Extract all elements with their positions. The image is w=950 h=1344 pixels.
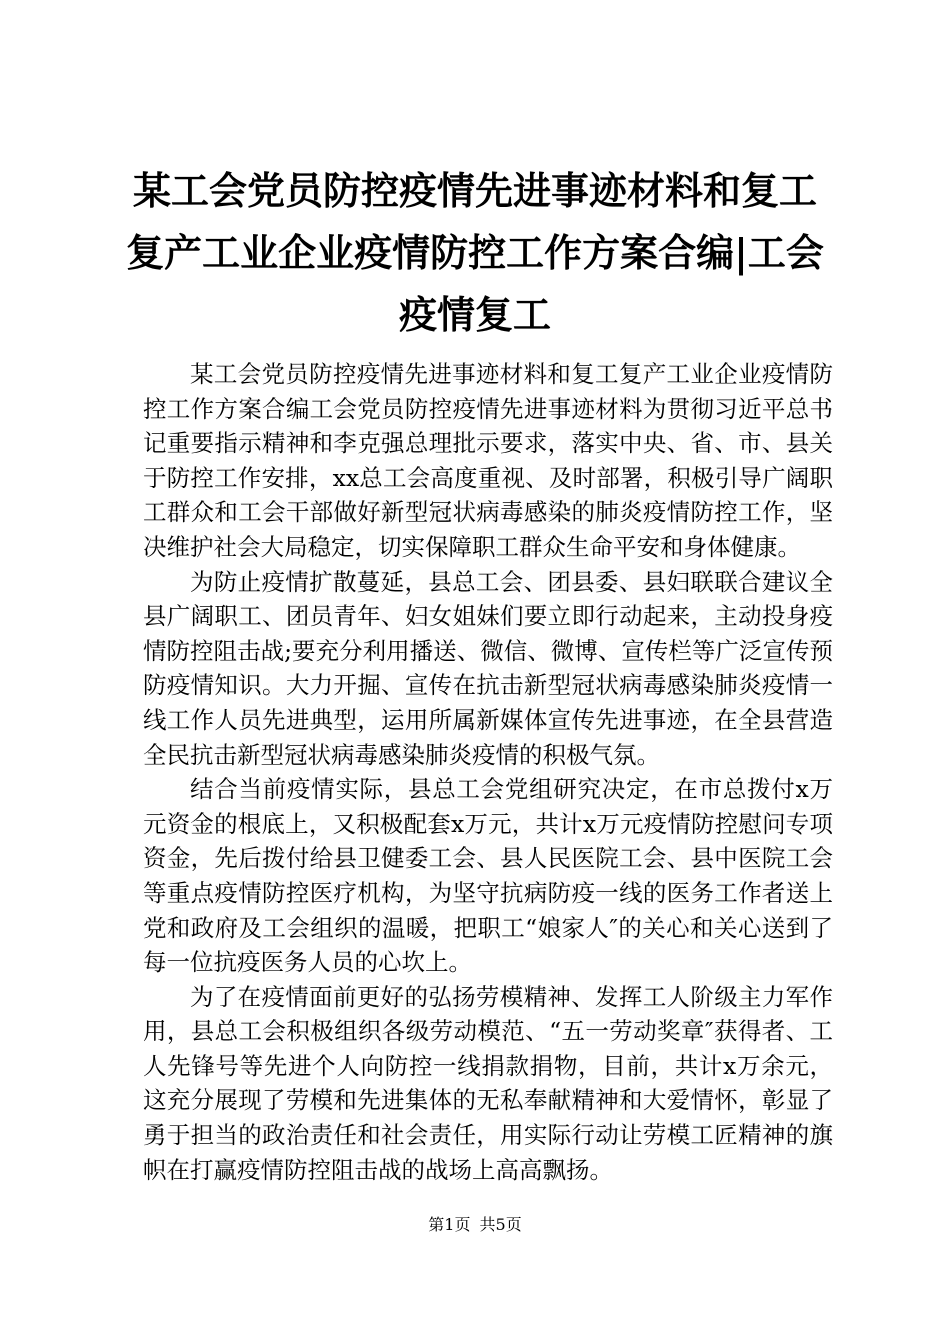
paragraph: 为防止疫情扩散蔓延，县总工会、团县委、县妇联联合建议全县广阔职工、团员青年、妇女姐妹们要立即行动起来，主动投身疫情防控阻击战;要充分利用播送、微信、微博、宣传栏等广泛宣传预防疫情知识。大力开掘、宣传在抗击新型冠状病毒感染肺炎疫情一线工作人员先进典型，运用所属新媒体宣传先进事迹，在全县营造全民抗击新型冠状病毒感染肺炎疫情的积极气氛。	[143, 567, 833, 769]
paragraph: 为了在疫情面前更好的弘扬劳模精神、发挥工人阶级主力军作用，县总工会积极组织各级劳动模范、“五一劳动奖章″获得者、工人先锋号等先进个人向防控一线捐款捐物，目前，共计x万余元，这充分展现了劳模和先进集体的无私奉献精神和大爱情怀，彰显了勇于担当的政治责任和社会责任，用实际行动让劳模工匠精神的旗帜在打赢疫情防控阻击战的战场上高高飘扬。	[143, 982, 833, 1184]
paragraph: 结合当前疫情实际，县总工会党组研究决定，在市总拨付x万元资金的根底上，又积极配套x万元，共计x万元疫情防控慰问专项资金，先后拨付给县卫健委工会、县人民医院工会、县中医院工会等重点疫情防控医疗机构，为坚守抗病防疫一线的医务工作者送上党和政府及工会组织的温暖，把职工“娘家人″的关心和关心送到了每一位抗疫医务人员的心坎上。	[143, 775, 833, 977]
page-footer	[0, 1213, 950, 1237]
paragraph: 某工会党员防控疫情先进事迹材料和复工复产工业企业疫情防控工作方案合编工会党员防控疫情先进事迹材料为贯彻习近平总书记重要指示精神和李克强总理批示要求，落实中央、省、市、县关于防控工作安排，xx总工会高度重视、及时部署，积极引导广阔职工群众和工会干部做好新型冠状病毒感染的肺炎疫情防控工作，坚决维护社会大局稳定，切实保障职工群众生命平安和身体健康。	[143, 360, 833, 561]
page-number: 第1页	[428, 1215, 471, 1234]
document-body	[143, 357, 833, 1187]
document-title: 某工会党员防控疫情先进事迹材料和复工复产工业企业疫情防控工作方案合编|工会疫情复工	[126, 168, 824, 337]
page-total: 共5页	[479, 1215, 522, 1234]
